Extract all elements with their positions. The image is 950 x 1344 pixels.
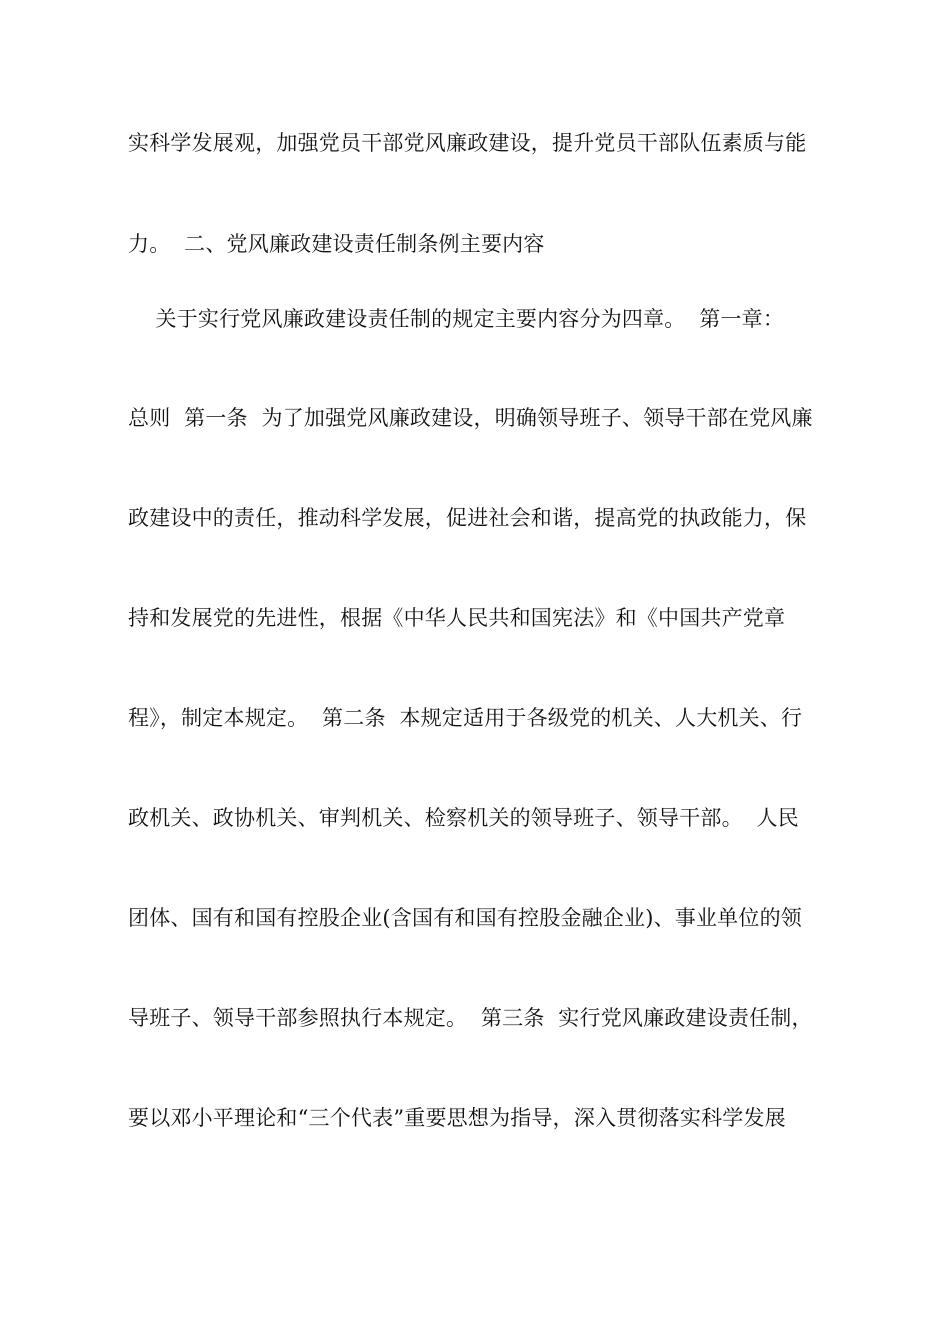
text-line: 持和发展党的先进性，根据《中华人民共和国宪法》和《中国共产党章 bbox=[128, 606, 786, 630]
text-line: 政机关、政协机关、审判机关、检察机关的领导班子、领导干部。 人民 bbox=[128, 806, 799, 830]
text-line: 关于实行党风廉政建设责任制的规定主要内容分为四章。 第一章： bbox=[128, 307, 785, 331]
text-line: 总则 第一条 为了加强党风廉政建设，明确领导班子、领导干部在党风廉 bbox=[128, 406, 813, 430]
text-line: 政建设中的责任，推动科学发展，促进社会和谐，提高党的执政能力，保 bbox=[128, 506, 807, 530]
text-line: 要以邓小平理论和“三个代表”重要思想为指导，深入贯彻落实科学发展 bbox=[128, 1106, 786, 1130]
text-line: 程》，制定本规定。 第二条 本规定适用于各级党的机关、人大机关、行 bbox=[128, 706, 803, 730]
text-line: 实科学发展观，加强党员干部党风廉政建设，提升党员干部队伍素质与能 bbox=[128, 131, 807, 155]
text-line: 导班子、领导干部参照执行本规定。 第三条 实行党风廉政建设责任制， bbox=[128, 1006, 813, 1030]
text-line: 力。 二、党风廉政建设责任制条例主要内容 bbox=[128, 232, 545, 256]
text-line: 团体、国有和国有控股企业(含国有和国有控股金融企业)、事业单位的领 bbox=[128, 906, 802, 930]
